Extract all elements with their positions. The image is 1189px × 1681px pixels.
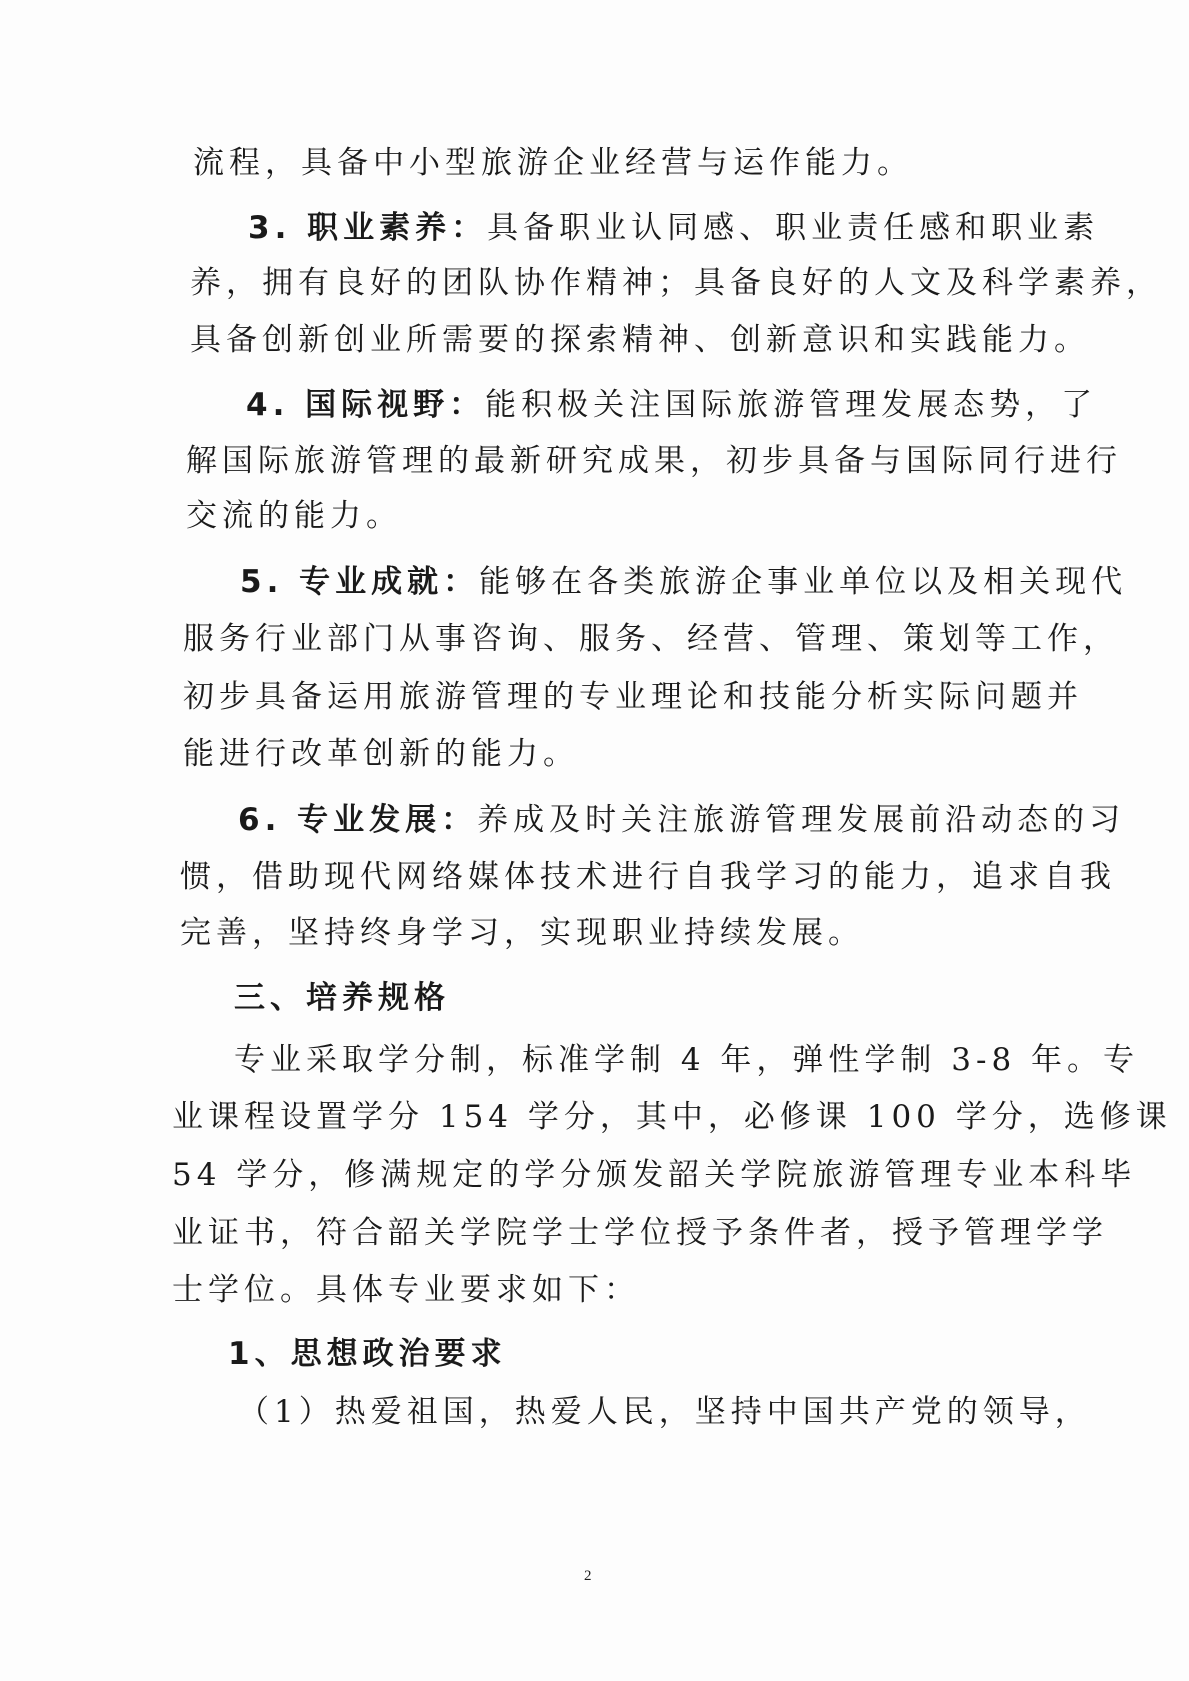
page-number: 2 [584, 1568, 592, 1584]
paragraph-line: （1）热爱祖国，热爱人民，坚持中国共产党的领导， [238, 1394, 1091, 1430]
paragraph-line: 服务行业部门从事咨询、服务、经营、管理、策划等工作， [183, 621, 1119, 657]
paragraph-line: 专业采取学分制，标准学制 4 年，弹性学制 3-8 年。专 [234, 1042, 1140, 1078]
item-text: 具备职业认同感、职业责任感和职业素 [487, 210, 1100, 246]
paragraph-line: 54 学分，修满规定的学分颁发韶关学院旅游管理专业本科毕 [172, 1157, 1137, 1193]
item-heading: 6. 专业发展： [238, 802, 478, 838]
paragraph-line [240, 562, 1127, 602]
item-heading: 5. 专业成就： [240, 564, 480, 600]
item-text: 养成及时关注旅游管理发展前沿动态的习 [477, 802, 1126, 838]
subsection-heading: 1、思想政治要求 [228, 1336, 507, 1372]
paragraph-line: 士学位。具体专业要求如下： [172, 1272, 640, 1308]
paragraph-line: 惯，借助现代网络媒体技术进行自我学习的能力，追求自我 [180, 859, 1116, 895]
item-text: 能够在各类旅游企事业单位以及相关现代 [479, 564, 1128, 600]
paragraph-line: 解国际旅游管理的最新研究成果，初步具备与国际同行进行 [186, 443, 1122, 479]
item-text: 能积极关注国际旅游管理发展态势，了 [485, 387, 1098, 423]
paragraph-line: 流程，具备中小型旅游企业经营与运作能力。 [193, 145, 913, 181]
paragraph-line: 养，拥有良好的团队协作精神；具备良好的人文及科学素养， [190, 265, 1162, 301]
paragraph-line: 初步具备运用旅游管理的专业理论和技能分析实际问题并 [183, 679, 1083, 715]
item-heading: 4. 国际视野： [246, 387, 486, 423]
paragraph-line: 能进行改革创新的能力。 [183, 736, 579, 772]
paragraph-line: 业课程设置学分 154 学分，其中，必修课 100 学分，选修课 [172, 1099, 1172, 1135]
paragraph-line: 交流的能力。 [186, 498, 402, 534]
paragraph-line [248, 208, 1099, 248]
paragraph-line [238, 800, 1125, 840]
item-heading: 3. 职业素养： [248, 210, 488, 246]
paragraph-line: 业证书，符合韶关学院学士学位授予条件者，授予管理学学 [172, 1215, 1108, 1251]
paragraph-line: 完善，坚持终身学习，实现职业持续发展。 [180, 915, 864, 951]
section-heading: 三、培养规格 [234, 980, 450, 1016]
paragraph-line: 具备创新创业所需要的探索精神、创新意识和实践能力。 [190, 322, 1090, 358]
paragraph-line [246, 385, 1097, 425]
